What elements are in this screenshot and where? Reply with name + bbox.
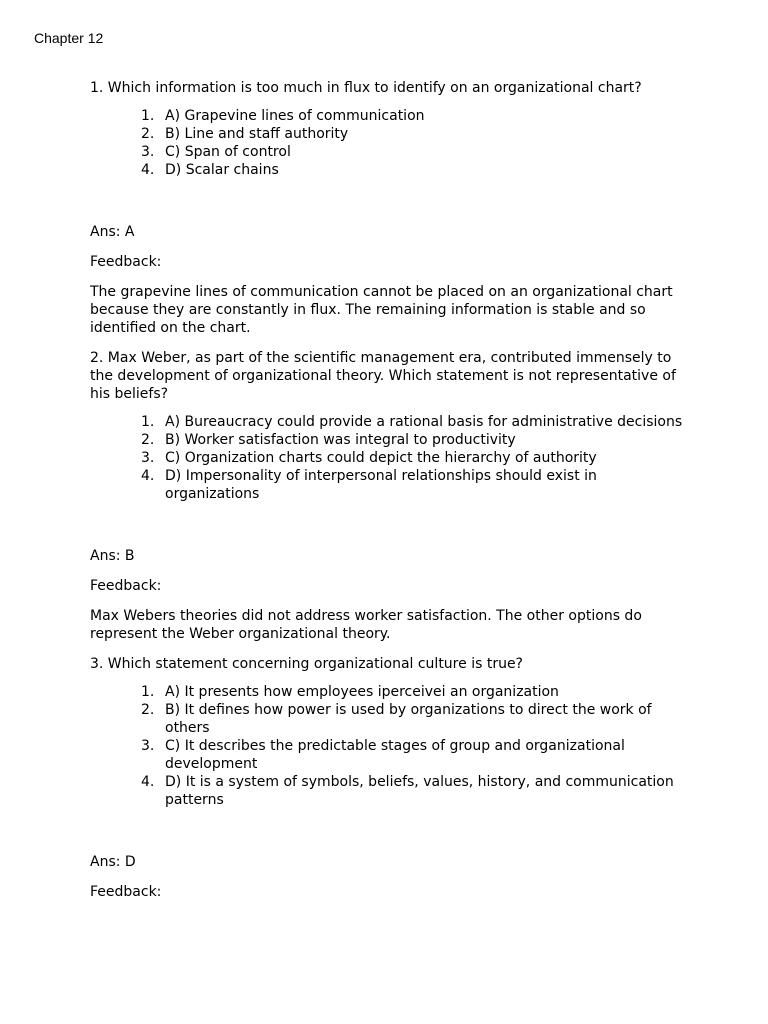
option-text: D) Impersonality of interpersonal relationships should exist in organizations (165, 468, 597, 502)
option-item (141, 449, 690, 467)
option-number: 4. (141, 162, 155, 178)
answer-text: Ans: B (90, 548, 135, 564)
option-text: C) It describes the predictable stages of group and organizational development (165, 738, 625, 772)
options-list (90, 683, 690, 809)
option-number: 1. (141, 684, 155, 700)
feedback-label: Feedback: (90, 254, 162, 270)
feedback-label: Feedback: (90, 884, 162, 900)
question-text: 3. Which statement concerning organizational culture is true? (90, 656, 523, 672)
options-list (90, 413, 690, 503)
option-item (141, 773, 690, 809)
option-text: A) It presents how employees iperceivei an organization (165, 684, 559, 700)
question-list (90, 79, 690, 913)
option-number: 1. (141, 414, 155, 430)
question-text: 1. Which information is too much in flux to identify on an organizational chart? (90, 80, 642, 96)
option-text: C) Span of control (165, 144, 291, 160)
feedback-label: Feedback: (90, 578, 162, 594)
option-item (141, 431, 690, 449)
option-item (141, 143, 690, 161)
option-item (141, 683, 690, 701)
answer-text: Ans: D (90, 854, 136, 870)
option-text: B) It defines how power is used by organizations to direct the work of others (165, 702, 652, 736)
option-text: D) It is a system of symbols, beliefs, values, history, and communication patterns (165, 774, 674, 808)
option-text: C) Organization charts could depict the hierarchy of authority (165, 450, 597, 466)
option-item (141, 125, 690, 143)
option-number: 2. (141, 432, 155, 448)
option-item (141, 107, 690, 125)
option-number: 1. (141, 108, 155, 124)
option-number: 2. (141, 702, 155, 718)
option-text: B) Line and staff authority (165, 126, 349, 142)
answer-text: Ans: A (90, 224, 135, 240)
question-text: 2. Max Weber, as part of the scientific management era, contributed immensely to the development of organizational theory. Which statement is not representative of his beliefs? (90, 350, 676, 402)
question-block (90, 349, 690, 643)
feedback-text: The grapevine lines of communication cannot be placed on an organizational chart because they are constantly in flux. The remaining information is stable and so identified on the chart. (90, 284, 673, 336)
option-number: 4. (141, 468, 155, 484)
question-block (90, 79, 690, 337)
option-text: B) Worker satisfaction was integral to productivity (165, 432, 516, 448)
question-block (90, 655, 690, 901)
option-item (141, 413, 690, 431)
option-text: A) Bureaucracy could provide a rational basis for administrative decisions (165, 414, 683, 430)
option-item (141, 161, 690, 179)
option-item (141, 467, 690, 503)
option-number: 3. (141, 144, 155, 160)
option-item (141, 701, 690, 737)
option-text: A) Grapevine lines of communication (165, 108, 425, 124)
feedback-text: Max Webers theories did not address worker satisfaction. The other options do represent the Weber organizational theory. (90, 608, 642, 642)
option-text: D) Scalar chains (165, 162, 279, 178)
option-number: 4. (141, 774, 155, 790)
option-item (141, 737, 690, 773)
options-list (90, 107, 690, 179)
chapter-heading: Chapter 12 (34, 30, 104, 46)
option-number: 2. (141, 126, 155, 142)
option-number: 3. (141, 450, 155, 466)
option-number: 3. (141, 738, 155, 754)
